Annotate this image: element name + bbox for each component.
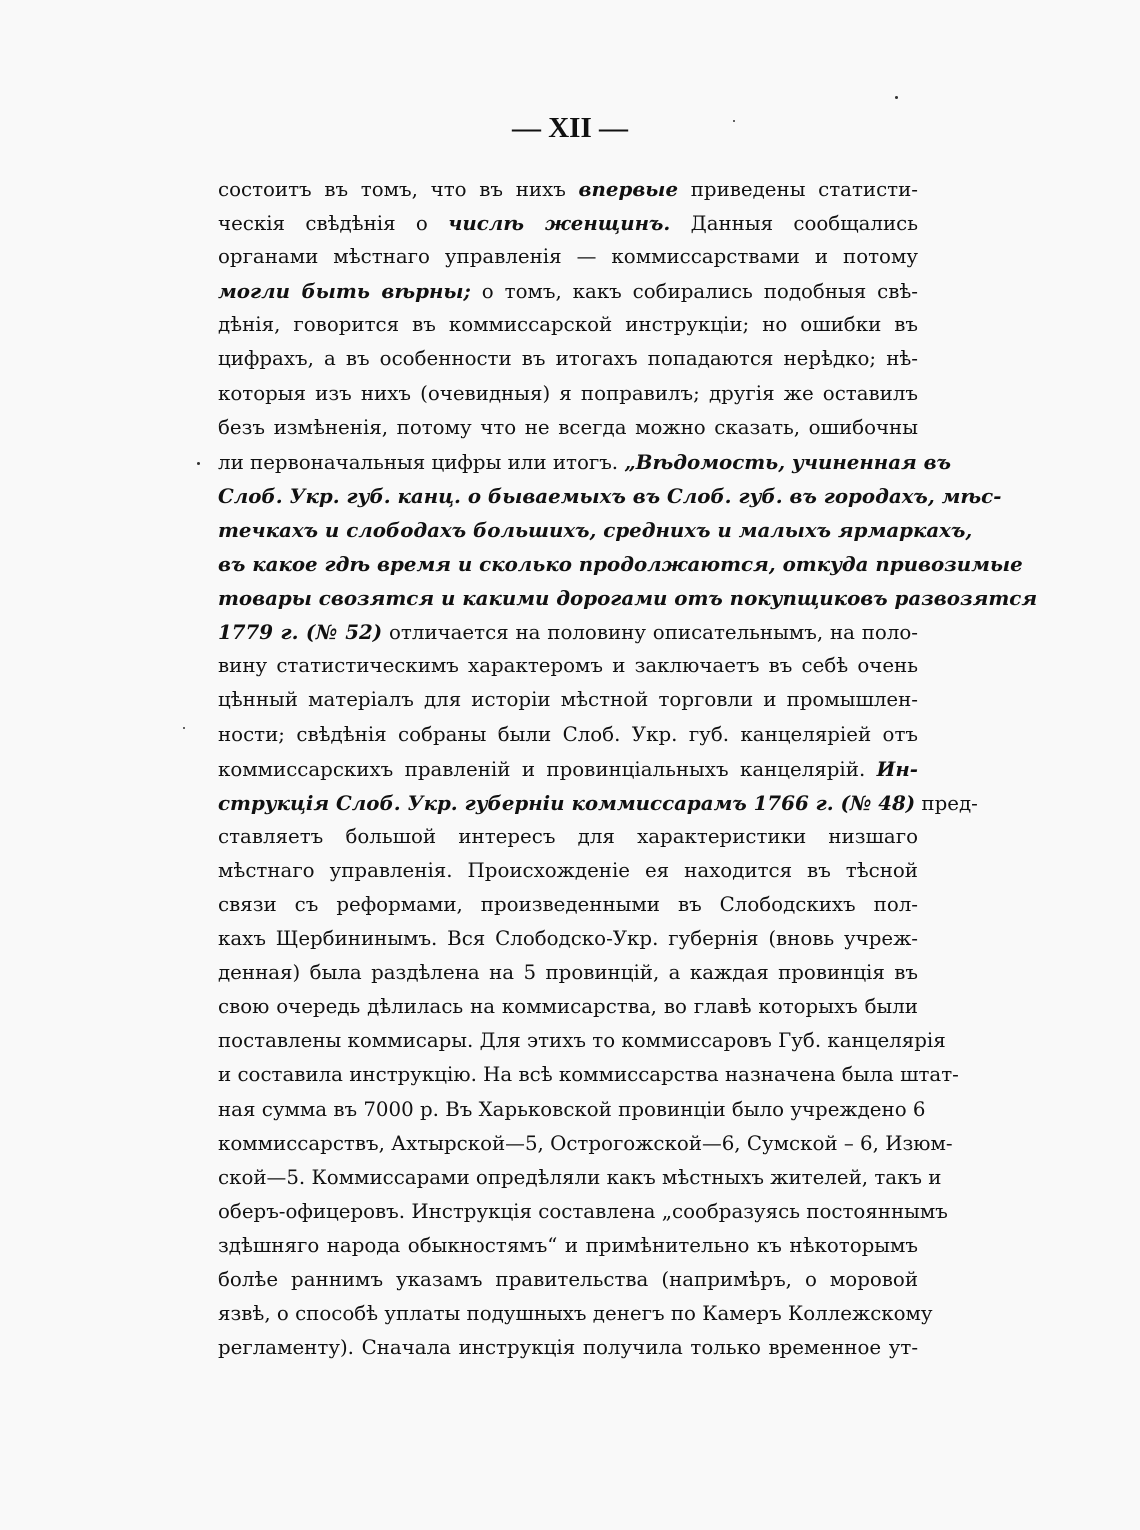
text-line bbox=[218, 683, 918, 717]
text-line bbox=[218, 922, 918, 956]
text-segment: ности; свѣдѣнія собраны были Слоб. Укр. губ. канцеляріей отъ bbox=[218, 722, 918, 746]
text-segment: дѣнія, говорится въ коммиссарской инструкціи; но ошибки въ bbox=[218, 313, 918, 337]
italic-text: впервые bbox=[578, 177, 679, 201]
text-line bbox=[218, 615, 918, 649]
italic-text: „Вѣдомость, учиненная въ bbox=[624, 449, 952, 474]
text-segment: Данныя сообщались bbox=[670, 212, 918, 236]
text-segment: о томъ, какъ собирались подобныя свѣ- bbox=[470, 280, 918, 304]
text-segment: мѣстнаго управленія. Происхожденіе ея находится въ тѣсной bbox=[218, 858, 918, 882]
text-line bbox=[218, 445, 952, 479]
text-line bbox=[218, 513, 973, 547]
text-line bbox=[218, 1263, 918, 1297]
text-segment: ная сумма въ 7000 р. Въ Харьковской провинціи было учреждено 6 bbox=[218, 1097, 926, 1121]
text-segment: которыя изъ нихъ (очевидныя) я поправилъ; другія же оставилъ bbox=[218, 381, 918, 405]
text-segment: состоитъ въ томъ, что въ нихъ bbox=[218, 178, 579, 201]
text-line bbox=[218, 956, 918, 990]
text-line bbox=[218, 581, 1038, 615]
page-number: — XII — bbox=[511, 112, 628, 144]
text-segment: безъ измѣненія, потому что не всегда можно сказать, ошибочны bbox=[218, 415, 918, 439]
text-segment: здѣшняго народа обыкностямъ“ и примѣнительно къ нѣкоторымъ bbox=[218, 1233, 918, 1257]
text-segment: денная) была раздѣлена на 5 провинцій, а каждая провинція въ bbox=[218, 961, 918, 985]
text-segment: коммиссарскихъ правленій и провинціальныхъ канцелярій. bbox=[218, 757, 877, 781]
italic-text: течкахъ и слободахъ большихъ, среднихъ и малыхъ ярмаркахъ, bbox=[218, 517, 973, 542]
text-line bbox=[218, 1331, 918, 1365]
text-segment: болѣе раннимъ указамъ правительства (напримѣръ, о моровой bbox=[218, 1268, 918, 1291]
text-segment: ской—5. Коммиссарами опредѣляли какъ мѣстныхъ жителей, такъ и bbox=[218, 1165, 942, 1189]
text-line bbox=[218, 411, 918, 445]
text-line bbox=[218, 308, 918, 342]
text-segment: свою очередь дѣлилась на коммисарства, во главѣ которыхъ были bbox=[218, 995, 918, 1019]
text-line bbox=[218, 649, 918, 683]
scan-speck bbox=[895, 96, 898, 99]
text-segment: органами мѣстнаго управленія — коммиссарствами и потому bbox=[218, 245, 918, 269]
text-line bbox=[218, 377, 918, 411]
text-line bbox=[218, 274, 918, 308]
italic-text: Ин- bbox=[876, 756, 918, 781]
italic-text: товары свозятся и какими дорогами отъ покупщиковъ развозятся bbox=[218, 586, 1038, 611]
text-segment: коммиссарствъ, Ахтырской—5, Острогожской—6, Сумской – 6, Изюм- bbox=[218, 1131, 953, 1155]
text-line bbox=[218, 547, 1023, 581]
text-line bbox=[218, 1024, 946, 1058]
text-segment: цифрахъ, а въ особенности въ итогахъ попадаются нерѣдко; нѣ- bbox=[218, 347, 918, 371]
text-segment: приведены статисти- bbox=[678, 178, 918, 201]
italic-text: могли быть вѣрны; bbox=[218, 279, 471, 304]
text-line bbox=[218, 1229, 918, 1263]
text-segment: оберъ-офицеровъ. Инструкція составлена „сообразуясь постояннымъ bbox=[218, 1199, 948, 1223]
text-line bbox=[218, 172, 918, 206]
text-line bbox=[218, 1093, 926, 1127]
text-line bbox=[218, 718, 918, 752]
text-line bbox=[218, 1297, 933, 1331]
text-line bbox=[218, 786, 978, 820]
text-segment: связи съ реформами, произведенными въ Слободскихъ пол- bbox=[218, 892, 918, 916]
text-line bbox=[218, 888, 918, 922]
text-line bbox=[218, 1195, 948, 1229]
italic-text: струкція Слоб. Укр. губерніи коммиссарамъ 1766 г. (№ 48) bbox=[218, 790, 916, 815]
text-segment: отличается на половину описательнымъ, на поло- bbox=[382, 621, 918, 645]
text-line bbox=[218, 1161, 942, 1195]
text-line bbox=[218, 990, 918, 1024]
scan-speck bbox=[733, 120, 735, 122]
body-text bbox=[218, 172, 1038, 1365]
text-segment: поставлены коммисары. Для этихъ то коммиссаровъ Губ. канцелярія bbox=[218, 1029, 946, 1053]
text-line bbox=[218, 342, 918, 376]
scan-speck bbox=[183, 727, 185, 729]
text-segment: ставляетъ большой интересъ для характеристики низшаго bbox=[218, 824, 918, 848]
text-segment: цѣнный матеріалъ для исторіи мѣстной торговли и промышлен- bbox=[218, 688, 918, 712]
text-segment: вину статистическимъ характеромъ и заключаетъ въ себѣ очень bbox=[218, 654, 918, 678]
text-line bbox=[218, 206, 918, 240]
text-line bbox=[218, 820, 918, 854]
text-segment: кахъ Щербининымъ. Вся Слободско-Укр. губернія (вновь учреж- bbox=[218, 927, 918, 951]
text-line bbox=[218, 240, 918, 274]
italic-text: Слоб. Укр. губ. канц. о бываемыхъ въ Слоб. губ. въ городахъ, мѣс- bbox=[218, 483, 1002, 508]
scan-speck bbox=[197, 462, 200, 465]
text-line bbox=[218, 1058, 959, 1092]
text-segment: регламенту). Сначала инструкція получила только временное ут- bbox=[218, 1336, 918, 1360]
text-line bbox=[218, 479, 1002, 513]
italic-text: 1779 г. (№ 52) bbox=[218, 620, 383, 645]
text-line bbox=[218, 752, 918, 786]
text-segment: ли первоначальныя цифры или итогъ. bbox=[218, 450, 625, 474]
italic-text: въ какое гдѣ время и сколько продолжаются, откуда привозимые bbox=[218, 552, 1023, 577]
text-segment: пред- bbox=[915, 791, 978, 815]
text-segment: и составила инструкцію. На всѣ коммиссарства назначена была штат- bbox=[218, 1063, 959, 1087]
text-segment: язвѣ, о способѣ уплаты подушныхъ денегъ по Камеръ Коллежскому bbox=[218, 1302, 933, 1326]
italic-text: числѣ женщинъ. bbox=[448, 211, 671, 236]
text-line bbox=[218, 1127, 953, 1161]
text-line bbox=[218, 854, 918, 888]
text-segment: ческія свѣдѣнія о bbox=[218, 212, 449, 236]
